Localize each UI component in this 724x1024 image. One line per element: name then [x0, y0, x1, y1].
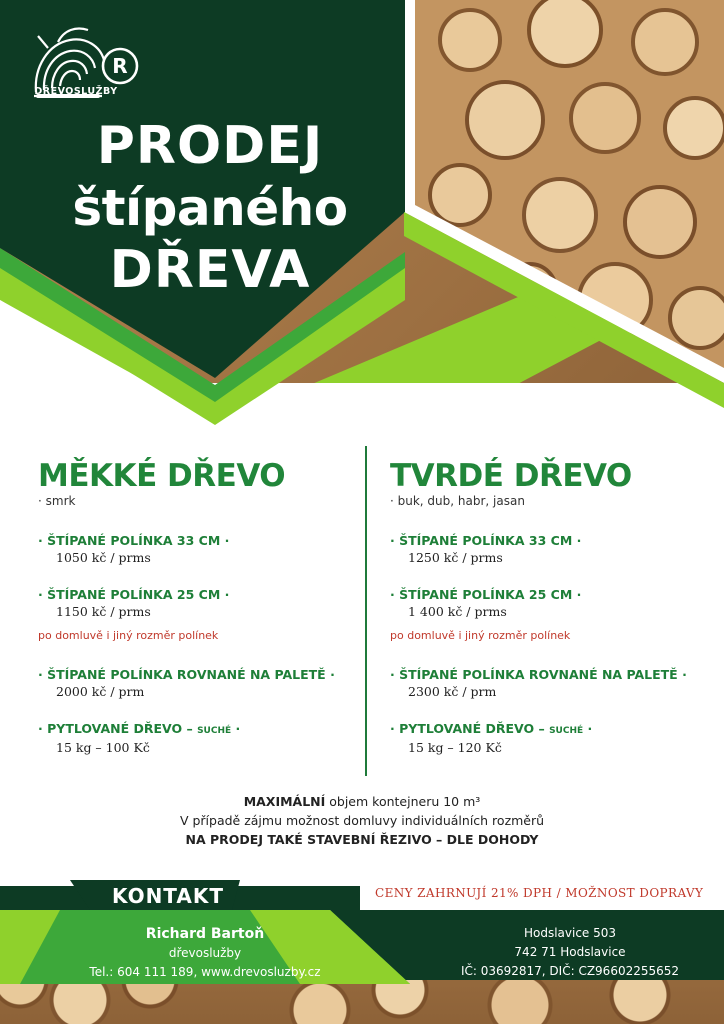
hard-wood-column: [390, 458, 720, 757]
item-title: · ŠTÍPANÉ POLÍNKA 25 CM ·: [390, 587, 582, 602]
item-title: · PYTLOVANÉ DŘEVO – SUCHÉ ·: [390, 721, 593, 736]
title-line-1: PRODEJ: [96, 116, 324, 176]
size-note: po domluvě i jiný rozměr polínek: [390, 629, 571, 642]
soft-wood-column: [38, 458, 368, 757]
custom-sizes-text: V případě zájmu možnost domluvy individuálních rozměrů: [179, 813, 545, 828]
item-price: 2000 kč / prm: [56, 684, 145, 699]
contact-name: Richard Bartoň: [145, 926, 265, 942]
soft-item-33: [38, 533, 368, 567]
svg-text:R: R: [112, 54, 128, 78]
lumber-text: NA PRODEJ TAKÉ STAVEBNÍ ŘEZIVO – DLE DOHODY: [185, 832, 539, 847]
contact-person: [70, 924, 340, 982]
contact-address: [420, 924, 720, 981]
address-line-1: Hodslavice 503: [523, 926, 617, 940]
item-price: 1250 kč / prms: [408, 550, 503, 565]
hard-item-pallet: [390, 667, 720, 701]
item-price: 1050 kč / prms: [56, 550, 151, 565]
contact-phone-web[interactable]: Tel.: 604 111 189, www.drevosluzby.cz: [89, 965, 321, 979]
contact-company: dřevoslužby: [168, 946, 242, 960]
title-line-2: štípaného: [72, 179, 348, 237]
hard-wood-types: · buk, dub, habr, jasan: [390, 494, 525, 508]
hard-item-33: [390, 533, 720, 567]
footer: [0, 880, 724, 1024]
item-price: 2300 kč / prm: [408, 684, 497, 699]
info-block: [0, 792, 724, 849]
company-ids: IČ: 03692817, DIČ: CZ9660225565​2: [460, 964, 680, 978]
item-price: 1 400 kč / prms: [408, 604, 507, 619]
kontakt-label: KONTAKT: [111, 884, 225, 908]
item-title: · ŠTÍPANÉ POLÍNKA 33 CM ·: [38, 533, 230, 548]
hard-item-bagged: [390, 721, 720, 757]
item-title: · ŠTÍPANÉ POLÍNKA 25 CM ·: [38, 587, 230, 602]
soft-wood-title: MĚKKÉ DŘEVO: [38, 458, 286, 494]
address-line-2: 742 71 Hodslavice: [514, 945, 626, 959]
item-price: 15 kg – 120 Kč: [408, 740, 502, 755]
soft-item-pallet: [38, 667, 368, 701]
registered-mark-icon: [103, 49, 137, 83]
hero-banner: [0, 0, 724, 430]
soft-item-25: [38, 587, 368, 643]
item-title: · ŠTÍPANÉ POLÍNKA ROVNANÉ NA PALETĚ ·: [38, 667, 335, 682]
page-title: [50, 116, 370, 300]
brand-name: DŘEVOSLUŽBY: [34, 86, 118, 97]
item-price: 1150 kč / prms: [56, 604, 151, 619]
pricing-note: CENY ZAHRNUJÍ 21% DPH / MOŽNOST DOPRAVY: [375, 886, 704, 900]
hard-item-25: [390, 587, 720, 643]
soft-wood-types: · smrk: [38, 494, 76, 508]
item-title: · ŠTÍPANÉ POLÍNKA ROVNANÉ NA PALETĚ ·: [390, 667, 687, 682]
container-volume: MAXIMÁLNÍ objem kontejneru 10 m³: [243, 794, 481, 809]
column-divider: [365, 446, 367, 776]
item-title: · PYTLOVANÉ DŘEVO – SUCHÉ ·: [38, 721, 241, 736]
title-line-3: DŘEVA: [109, 240, 311, 300]
hard-wood-title: TVRDÉ DŘEVO: [390, 458, 632, 494]
item-title: · ŠTÍPANÉ POLÍNKA 33 CM ·: [390, 533, 582, 548]
size-note: po domluvě i jiný rozměr polínek: [38, 629, 219, 642]
soft-item-bagged: [38, 721, 368, 757]
item-price: 15 kg – 100 Kč: [56, 740, 150, 755]
